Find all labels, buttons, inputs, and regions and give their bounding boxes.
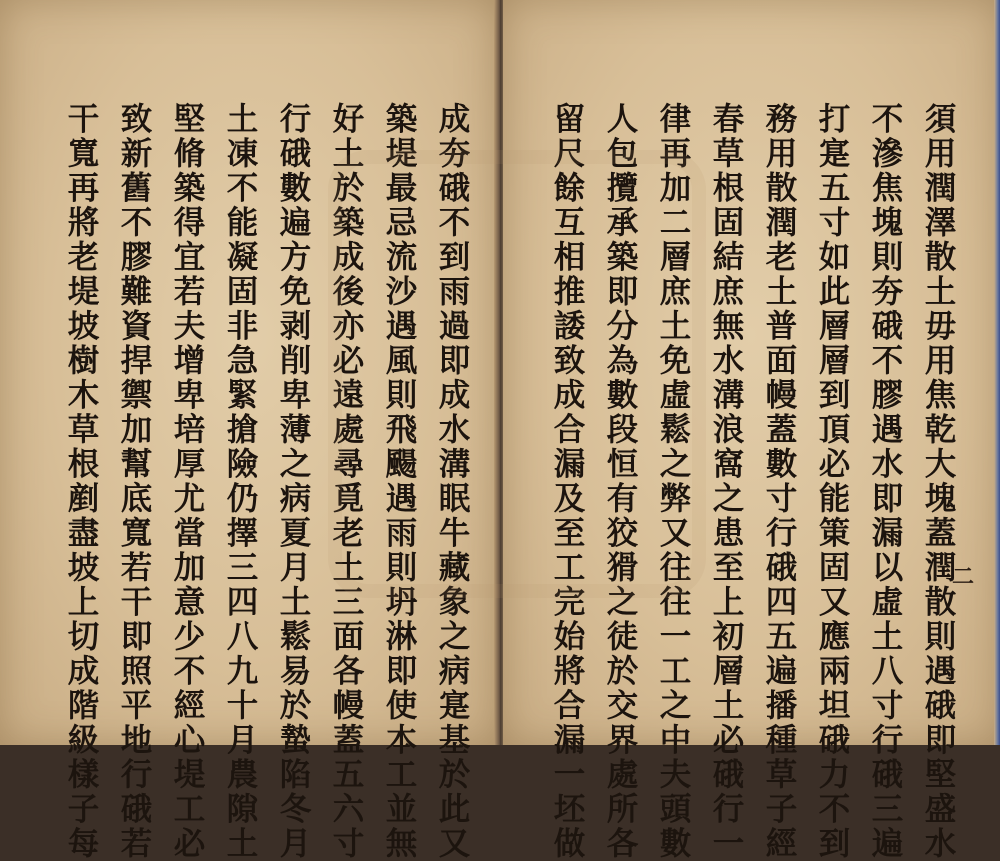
text-column: 律再加二層庶土免虛鬆之弊又往往一工之中夫頭數 (655, 102, 692, 861)
page-number: 二 (951, 564, 974, 590)
text-column: 干寬再將老堤坡樹木草根剷盡坡上切成階級樣子每 (63, 102, 100, 861)
text-column: 行硪數遍方免剥削卑薄之病夏月土鬆易於蟄陷冬月 (275, 102, 312, 861)
left-text-columns (63, 102, 475, 861)
right-page (503, 0, 1000, 861)
page-edge (994, 0, 1000, 745)
right-text-columns (543, 102, 961, 861)
text-column: 好土於築成後亦必遠處尋覓老土三面各幔蓋五六寸 (328, 102, 365, 861)
text-column: 春草根固結庶無水溝浪窩之患至上初層土必硪行一 (708, 102, 745, 861)
left-page (0, 0, 497, 861)
text-column: 築堤最忌流沙遇風則飛颺遇雨則坍淋即使本工並無 (381, 102, 418, 861)
text-column: 不滲焦塊則夯硪不膠遇水即漏以虛土八寸行硪三遍 (867, 102, 904, 861)
text-column: 打寔五寸如此層層到頂必能䇿固又應兩坦硪力不到 (814, 102, 851, 861)
text-column: 務用散潤老土普面幔蓋數寸行硪四五遍播種草子經 (761, 102, 798, 861)
text-column: 成夯硪不到雨過即成水溝眠牛藏象之病寔基於此又 (434, 102, 471, 861)
text-column: 堅脩築得宜若夫增卑培厚尤當加意少不經心堤工必 (169, 102, 206, 861)
text-column: 留尺餘互相推諉致成合漏及至工完始將合漏一坯做 (549, 102, 586, 861)
text-column: 人包攬承築即分為數段恒有狡猾之徒於交界處所各 (602, 102, 639, 861)
text-column: 須用潤澤散土毋用焦乾大塊蓋潤散則遇硪即堅盛水 (920, 102, 957, 861)
text-column: 致新舊不膠難資捍禦加幫底寬若干即照平地行硪若 (116, 102, 153, 861)
text-column: 土凍不能凝固非急緊搶險仍擇三四八九十月農隙土 (222, 102, 259, 861)
